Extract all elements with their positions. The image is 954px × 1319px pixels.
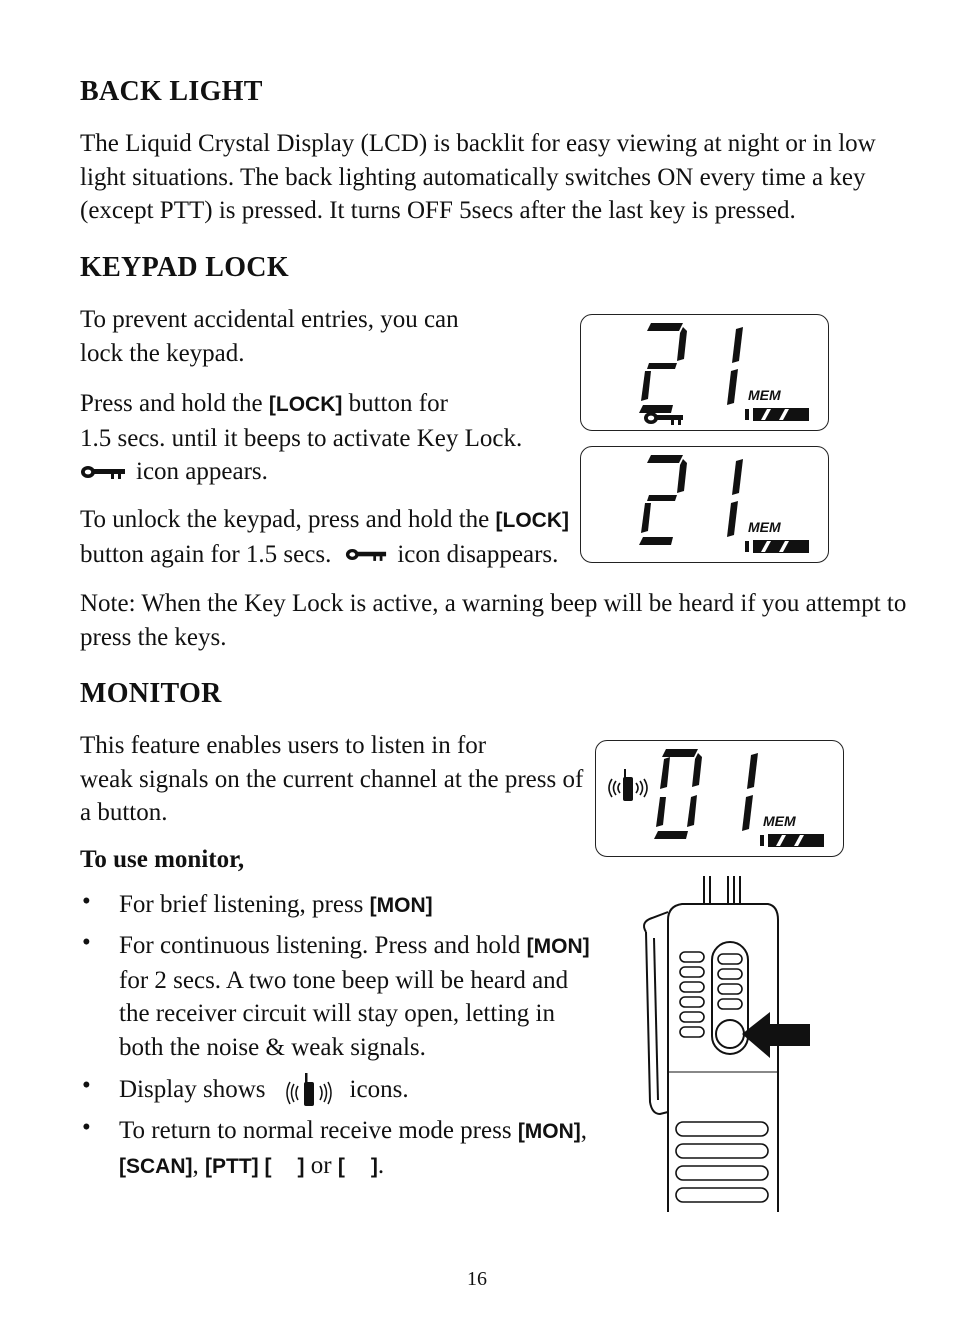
lcd-display-monitor [595, 740, 844, 857]
bullet-dot: • [82, 1114, 91, 1141]
key-icon [345, 547, 387, 562]
monitor-line-3: a button. [80, 799, 168, 826]
bullet-4-end: . [377, 1151, 385, 1179]
monitor-radio-icon [282, 1072, 336, 1108]
bullet-dot: • [82, 1072, 91, 1099]
key-icon [80, 464, 126, 480]
keypad-lock-para-1-line-2: lock the keypad. [80, 339, 245, 367]
para-3-text-a: To unlock the keypad, press and hold the [80, 506, 496, 533]
back-light-line-3: (except PTT) is pressed. It turns OFF 5secs after the last key is pressed. [80, 197, 796, 224]
lcd-display-unlocked [580, 446, 829, 563]
keypad-lock-heading: KEYPAD LOCK [80, 252, 289, 283]
para-2-line-3: icon appears. [136, 458, 268, 485]
note-line-2: press the keys. [80, 623, 227, 651]
bullet-4-sep-2: , [192, 1151, 205, 1179]
radio-side-illustration [630, 872, 820, 1217]
monitor-subheading: To use monitor, [80, 846, 245, 873]
para-3-line-2b: icon disappears. [397, 540, 559, 568]
keypad-lock-note [80, 587, 906, 654]
para-2-text-b: button for [342, 390, 448, 417]
lock-button-ref: [LOCK] [268, 393, 343, 416]
key-button-ref: [ [337, 1154, 345, 1178]
ptt-button-ref-end: ] [297, 1154, 305, 1178]
bullet-2-text: For continuous listening. Press and hold [119, 932, 527, 959]
note-line-1: Note: When the Key Lock is active, a warning beep will be heard if you attempt to [80, 590, 907, 617]
bullet-1 [119, 888, 433, 923]
bullet-4 [119, 1114, 587, 1183]
keypad-lock-para-1 [80, 303, 459, 370]
monitor-line-2: weak signals on the current channel at the press of [80, 765, 584, 793]
mem-label: MEM [763, 813, 796, 829]
bullet-dot: • [82, 888, 91, 915]
keypad-lock-para-2 [80, 387, 522, 489]
back-light-line-1: The Liquid Crystal Display (LCD) is backlit for easy viewing at night or in low [80, 130, 876, 157]
bullet-2 [119, 929, 590, 1064]
keypad-lock-para-1-line-1: To prevent accidental entries, you can [80, 306, 459, 333]
mon-button-ref: [MON] [517, 1120, 581, 1143]
bullet-4-sep: , [580, 1117, 588, 1144]
lock-button-ref-2: [LOCK] [495, 509, 569, 532]
keypad-lock-para-3 [80, 503, 569, 571]
mon-button-ref: [MON] [369, 894, 433, 917]
bullet-4-text: To return to normal receive mode press [119, 1117, 518, 1144]
monitor-body [80, 729, 583, 830]
bullet-2-line-4: both the noise & weak signals. [119, 1033, 426, 1061]
back-light-body [80, 127, 876, 228]
para-2-line-2: 1.5 secs. until it beeps to activate Key Lock. [80, 424, 523, 452]
bullet-3-text-b: icons. [349, 1076, 409, 1104]
lcd-locked-graphic [581, 315, 828, 430]
key-button-ref-end: ] [370, 1154, 378, 1178]
monitor-line-1: This feature enables users to listen in for [80, 732, 487, 759]
page-number: 16 [467, 1268, 487, 1290]
bullet-3 [119, 1072, 409, 1108]
bullet-1-text: For brief listening, press [119, 891, 370, 918]
back-light-heading: BACK LIGHT [80, 76, 263, 107]
bullet-4-or: or [304, 1151, 338, 1179]
mem-label: MEM [748, 519, 781, 535]
lcd-display-locked [580, 314, 829, 431]
monitor-heading: MONITOR [80, 678, 222, 709]
bullet-3-text-a: Display shows [119, 1076, 266, 1104]
ptt-button-ref: [PTT] [ [205, 1154, 272, 1178]
lcd-monitor-graphic [596, 741, 843, 856]
para-2-text-a: Press and hold the [80, 390, 269, 417]
mem-label: MEM [748, 387, 781, 403]
lcd-unlocked-graphic [581, 447, 828, 562]
bullet-2-line-2: for 2 secs. A two tone beep will be heard and [119, 966, 569, 994]
mon-button-ref: [MON] [526, 935, 590, 958]
para-3-line-2a: button again for 1.5 secs. [80, 540, 332, 568]
back-light-line-2: light situations. The back lighting automatically switches ON every time a key [80, 163, 866, 191]
scan-button-ref: [SCAN] [119, 1154, 193, 1178]
bullet-dot: • [82, 929, 91, 956]
bullet-2-line-3: the receiver circuit will stay open, letting in [119, 1000, 555, 1027]
